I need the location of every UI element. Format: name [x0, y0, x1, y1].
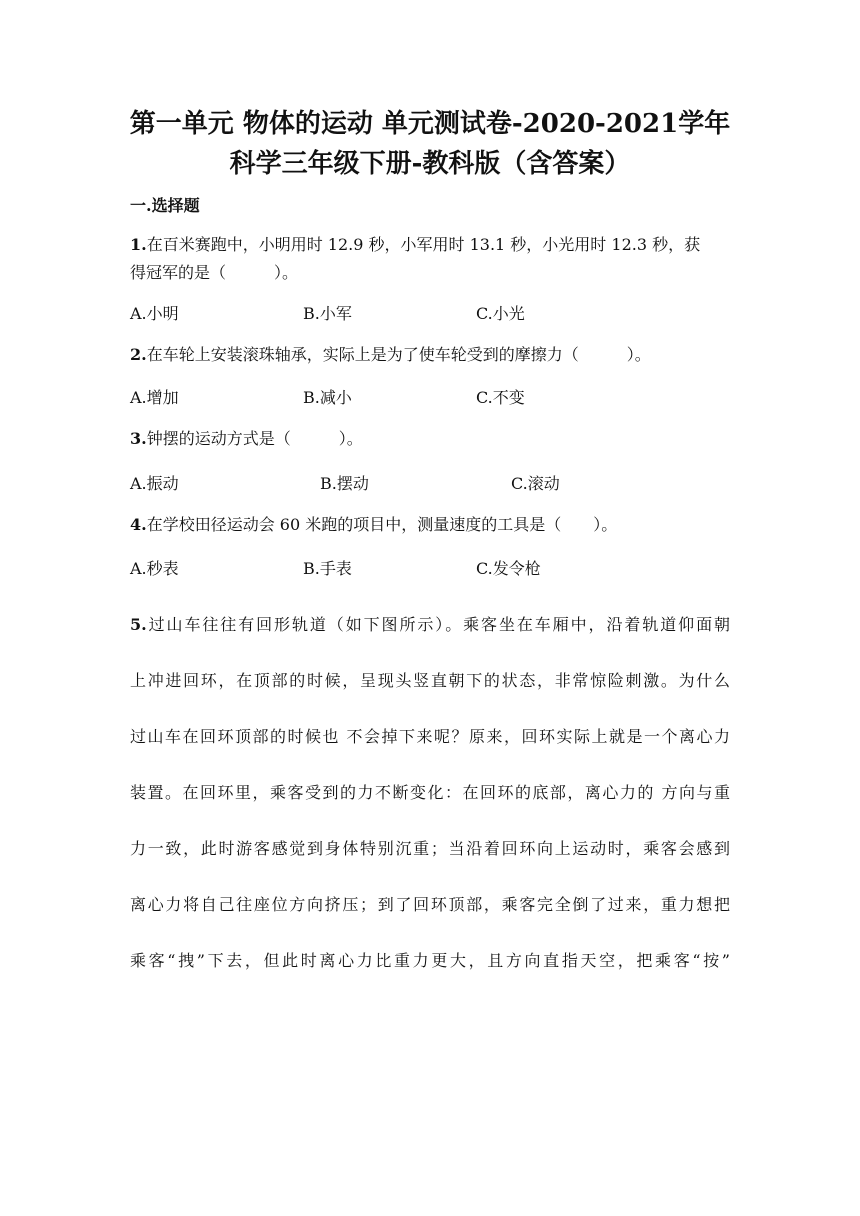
question-1-options	[130, 301, 730, 325]
question-3	[130, 425, 730, 453]
option-a: A.小明	[130, 304, 179, 323]
option-b: B.摆动	[320, 474, 369, 493]
option-c: C.不变	[476, 388, 525, 407]
passage-line: 离心力将自己往座位方向挤压；到了回环顶部，乘客完全倒了过来，重力想把	[130, 895, 730, 914]
title-line-1: 第一单元 物体的运动 单元测试卷-2020-2021学年	[129, 109, 731, 139]
question-number: 4.	[130, 515, 147, 534]
question-text-line: 钟摆的运动方式是（ ）。	[146, 429, 363, 448]
title-line-2: 科学三年级下册-教科版（含答案）	[229, 149, 631, 179]
passage-line: 上冲进回环，在顶部的时候，呈现头竖直朝下的状态，非常惊险刺激。为什么	[130, 671, 730, 690]
question-5	[130, 597, 730, 989]
option-a: A.振动	[130, 474, 179, 493]
document-title	[0, 104, 860, 184]
passage-line	[130, 597, 730, 653]
section-heading: 一.选择题	[130, 196, 200, 215]
option-b: B.小军	[303, 304, 352, 323]
question-number: 2.	[130, 345, 147, 364]
question-1	[130, 231, 730, 287]
question-3-options	[130, 471, 730, 495]
passage-text: 过山车往往有回形轨道（如下图所示）。乘客坐在车厢中，沿着轨道仰面朝	[146, 615, 730, 634]
passage-line: 过山车在回环顶部的时候也 不会掉下来呢？原来，回环实际上就是一个离心力	[130, 727, 730, 746]
option-a: A.秒表	[130, 559, 179, 578]
question-number: 5.	[130, 615, 147, 634]
question-text-line: 得冠军的是（ ）。	[130, 263, 299, 282]
question-4	[130, 511, 730, 539]
option-c: C.小光	[476, 304, 525, 323]
question-number: 1.	[130, 235, 147, 254]
passage-line: 乘客“拽”下去，但此时离心力比重力更大，且方向直指天空，把乘客“按”	[130, 951, 730, 970]
option-b: B.减小	[303, 388, 352, 407]
option-c: C.滚动	[511, 474, 560, 493]
question-text-line: 在车轮上安装滚珠轴承，实际上是为了使车轮受到的摩擦力（ ）。	[146, 345, 651, 364]
option-b: B.手表	[303, 559, 352, 578]
question-4-options	[130, 556, 730, 580]
question-text-line: 在学校田径运动会 60 米跑的项目中，测量速度的工具是（ ）。	[146, 515, 618, 534]
option-a: A.增加	[130, 388, 179, 407]
question-text-line: 在百米赛跑中，小明用时 12.9 秒，小军用时 13.1 秒，小光用时 12.3 秒，获	[146, 235, 701, 254]
option-c: C.发令枪	[476, 559, 541, 578]
passage-line: 力一致，此时游客感觉到身体特别沉重；当沿着回环向上运动时，乘客会感到	[130, 839, 730, 858]
passage-line: 装置。在回环里，乘客受到的力不断变化：在回环的底部，离心力的 方向与重	[130, 783, 730, 802]
question-2-options	[130, 385, 730, 409]
question-2	[130, 341, 730, 369]
question-number: 3.	[130, 429, 147, 448]
